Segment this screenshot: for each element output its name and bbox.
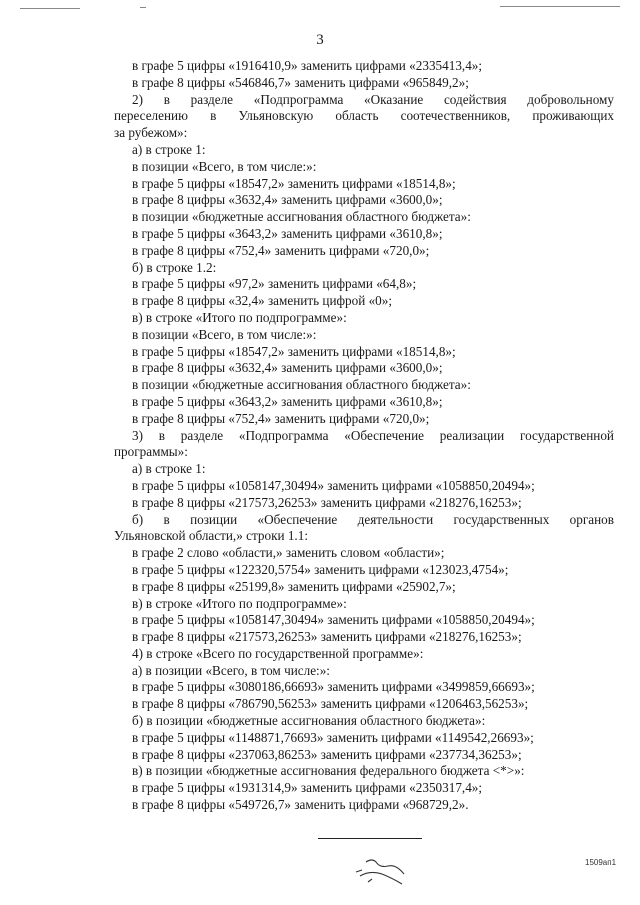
text-line: Ульяновской области,» строки 1.1:: [114, 528, 308, 544]
text-line: в) в строке «Итого по подпрограмме»:: [132, 595, 347, 611]
text-line: в графе 5 цифры «1916410,9» заменить цифрами «2335413,4»;: [132, 58, 483, 73]
text-line: программы»:: [114, 444, 188, 460]
text-line: в графе 5 цифры «1148871,76693» заменить цифрами «1149542,26693»;: [132, 729, 534, 745]
text-line: б) в строке 1.2:: [132, 259, 217, 275]
text-line: в графе 8 цифры «217573,26253» заменить цифрами «218276,16253»;: [132, 494, 522, 510]
text-line: в графе 5 цифры «3080186,66693» заменить цифрами «3499859,66693»;: [132, 679, 535, 695]
scan-artifact: [500, 6, 620, 7]
text-line: в графе 8 цифры «546846,7» заменить цифрами «965849,2»;: [132, 74, 469, 90]
text-line: в графе 8 цифры «3632,4» заменить цифрами «3600,0»;: [132, 192, 443, 208]
text-line: в графе 5 цифры «3643,2» заменить цифрами «3610,8»;: [132, 225, 443, 241]
text-line: б) в позиции «Обеспечение деятельности государственных органов: [132, 511, 614, 527]
text-line: б) в позиции «бюджетные ассигнования областного бюджета»:: [132, 713, 486, 729]
text-line: в графе 5 цифры «1931314,9» заменить цифрами «2350317,4»;: [132, 780, 483, 796]
text-line: в графе 8 цифры «752,4» заменить цифрами «720,0»;: [132, 410, 430, 426]
text-line: в графе 5 цифры «1058147,30494» заменить цифрами «1058850,20494»;: [132, 612, 535, 628]
text-line: в графе 8 цифры «752,4» заменить цифрами «720,0»;: [132, 242, 430, 258]
scan-artifact: [20, 8, 80, 9]
text-line: в) в строке «Итого по подпрограмме»:: [132, 309, 347, 325]
signature-mark: [298, 832, 428, 892]
text-line: в графе 5 цифры «18547,2» заменить цифрами «18514,8»;: [132, 343, 456, 359]
document-code: 1509ап1: [585, 858, 617, 867]
text-line: в графе 8 цифры «32,4» заменить цифрой «0»;: [132, 293, 393, 309]
text-line: в позиции «Всего, в том числе:»:: [132, 326, 317, 342]
text-line: в графе 8 цифры «217573,26253» заменить цифрами «218276,16253»;: [132, 629, 522, 645]
text-line: в графе 8 цифры «25199,8» заменить цифрами «25902,7»;: [132, 578, 456, 594]
text-line: в графе 5 цифры «122320,5754» заменить цифрами «123023,4754»;: [132, 561, 509, 577]
text-line: за рубежом»:: [114, 125, 188, 141]
text-line: а) в строке 1:: [132, 461, 206, 477]
text-line: в) в позиции «бюджетные ассигнования федерального бюджета <*>»:: [132, 763, 525, 779]
text-line: в графе 5 цифры «18547,2» заменить цифрами «18514,8»;: [132, 175, 456, 191]
text-line: в позиции «бюджетные ассигнования областного бюджета»:: [132, 209, 471, 225]
document-body: [114, 58, 614, 814]
text-line: 4) в строке «Всего по государственной программе»:: [132, 645, 424, 661]
text-line: 3) в разделе «Подпрограмма «Обеспечение реализации государственной: [132, 427, 614, 443]
text-line: в позиции «Всего, в том числе:»:: [132, 158, 317, 174]
text-line: в графе 8 цифры «237063,86253» заменить цифрами «237734,36253»;: [132, 746, 522, 762]
text-line: 2) в разделе «Подпрограмма «Оказание содействия добровольному: [132, 91, 614, 107]
text-line: в графе 8 цифры «786790,56253» заменить цифрами «1206463,56253»;: [132, 696, 529, 712]
text-line: а) в позиции «Всего, в том числе:»:: [132, 662, 330, 678]
text-line: в графе 5 цифры «97,2» заменить цифрами «64,8»;: [132, 276, 417, 292]
text-line: в графе 5 цифры «1058147,30494» заменить цифрами «1058850,20494»;: [132, 477, 535, 493]
text-line: в графе 8 цифры «3632,4» заменить цифрами «3600,0»;: [132, 360, 443, 376]
text-line: в графе 5 цифры «3643,2» заменить цифрами «3610,8»;: [132, 393, 443, 409]
text-line: переселению в Ульяновскую область соотечественников, проживающих: [114, 108, 614, 124]
text-line: а) в строке 1:: [132, 141, 206, 157]
page-number: 3: [316, 32, 324, 48]
scan-artifact: [140, 7, 146, 8]
text-line: в графе 8 цифры «549726,7» заменить цифрами «968729,2».: [132, 797, 469, 813]
text-line: в позиции «бюджетные ассигнования областного бюджета»:: [132, 377, 471, 393]
text-line: в графе 2 слово «области,» заменить словом «области»;: [132, 545, 445, 561]
